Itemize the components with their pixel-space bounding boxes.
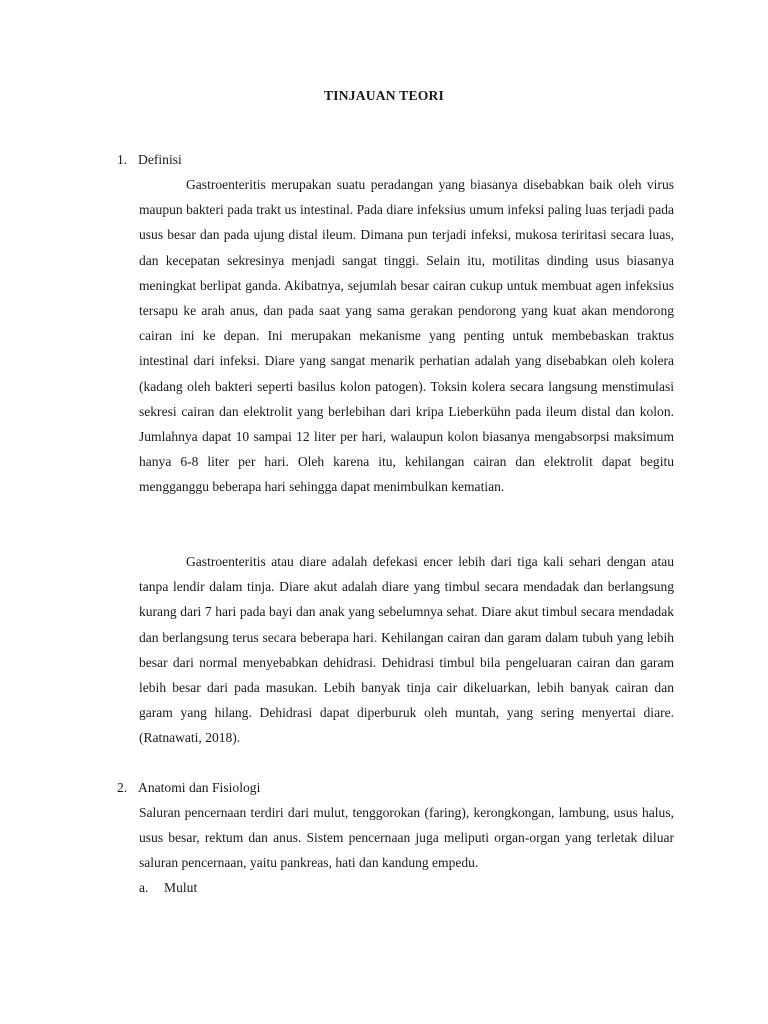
section-1-paragraph-1: Gastroenteritis merupakan suatu peradangan yang biasanya disebabkan baik oleh virus maupun bakteri pada trakt us intestinal. Pada diare infeksius umum infeksi paling luas terjadi pada usus besar dan pada ujung distal ileum. Dimana pun terjadi infeksi, mukosa teriritasi secara luas, dan kecepatan sekresinya menjadi sangat tinggi. Selain itu, motilitas dinding usus biasanya meningkat berlipat ganda. Akibatnya, sejumlah besar cairan cukup untuk membuat agen infeksius tersapu ke arah anus, dan pada saat yang sama gerakan pendorong yang kuat akan mendorong cairan ini ke depan. Ini merupakan mekanisme yang penting untuk membebaskan traktus intestinal dari infeksi. Diare yang sangat menarik perhatian adalah yang disebabkan oleh kolera (kadang oleh bakteri seperti basilus kolon patogen). Toksin kolera secara langsung menstimulasi sekresi cairan dan elektrolit yang berlebihan dari kripa Lieberkühn pada ileum distal dan kolon. Jumlahnya dapat 10 sampai 12 liter per hari, walaupun kolon biasanya mengabsorpsi maksimum hanya 6-8 liter per hari. Oleh karena itu, kehilangan cairan dan elektrolit dapat begitu mengganggu beberapa hari sehingga dapat menimbulkan kematian. xyxy=(139,177,674,495)
paragraph-2-red-period-2: . xyxy=(373,629,378,645)
section-1-title: Definisi xyxy=(138,152,182,167)
page-title: TINJAUAN TEORI xyxy=(323,88,444,103)
section-2-number: 2. xyxy=(117,780,128,795)
sub-item-a-label: Mulut xyxy=(164,880,198,895)
section-1-number: 1. xyxy=(117,152,128,167)
paragraph-2-text-c: Kehilangan cairan dan garam dalam tubuh yang lebih besar dari normal menyebabkan dehidrasi. Dehidrasi timbul bila pengeluaran cairan dan garam lebih besar dari pada masukan. Lebih banyak tinja cair dikeluarkan, lebih banyak cairan dan garam yang hilang. Dehidrasi dapat diperburuk oleh muntah, yang sering menyertai diare. (Ratnawati, 2018). xyxy=(139,629,674,746)
paragraph-2-text-a: Gastroenteritis atau diare adalah defekasi encer lebih dari tiga kali sehari dengan atau tanpa lendir dalam tinja. Diare akut adalah diare yang timbul secara mendadak dan berlangsung kurang dari 7 hari pada bayi dan anak yang sebelumnya sehat xyxy=(139,554,674,620)
section-2-paragraph: Saluran pencernaan terdiri dari mulut, tenggorokan (faring), kerongkongan, lambung, usus halus, usus besar, rektum dan anus. Sistem pencernaan juga meliputi organ-organ yang terletak diluar saluran pencernaan, yaitu pankreas, hati dan kandung empedu. xyxy=(139,805,674,871)
paragraph-2-red-period-1: . xyxy=(474,604,478,620)
sub-item-a xyxy=(139,878,197,898)
section-2-heading xyxy=(117,778,260,798)
section-1-paragraph-2 xyxy=(139,549,674,751)
sub-item-a-letter: a. xyxy=(139,880,149,895)
section-2-title: Anatomi dan Fisiologi xyxy=(138,780,261,795)
paragraph-2-text-b: Diare akut timbul secara mendadak dan berlangsung terus secara beberapa hari xyxy=(139,604,674,645)
section-1-heading xyxy=(117,150,182,170)
